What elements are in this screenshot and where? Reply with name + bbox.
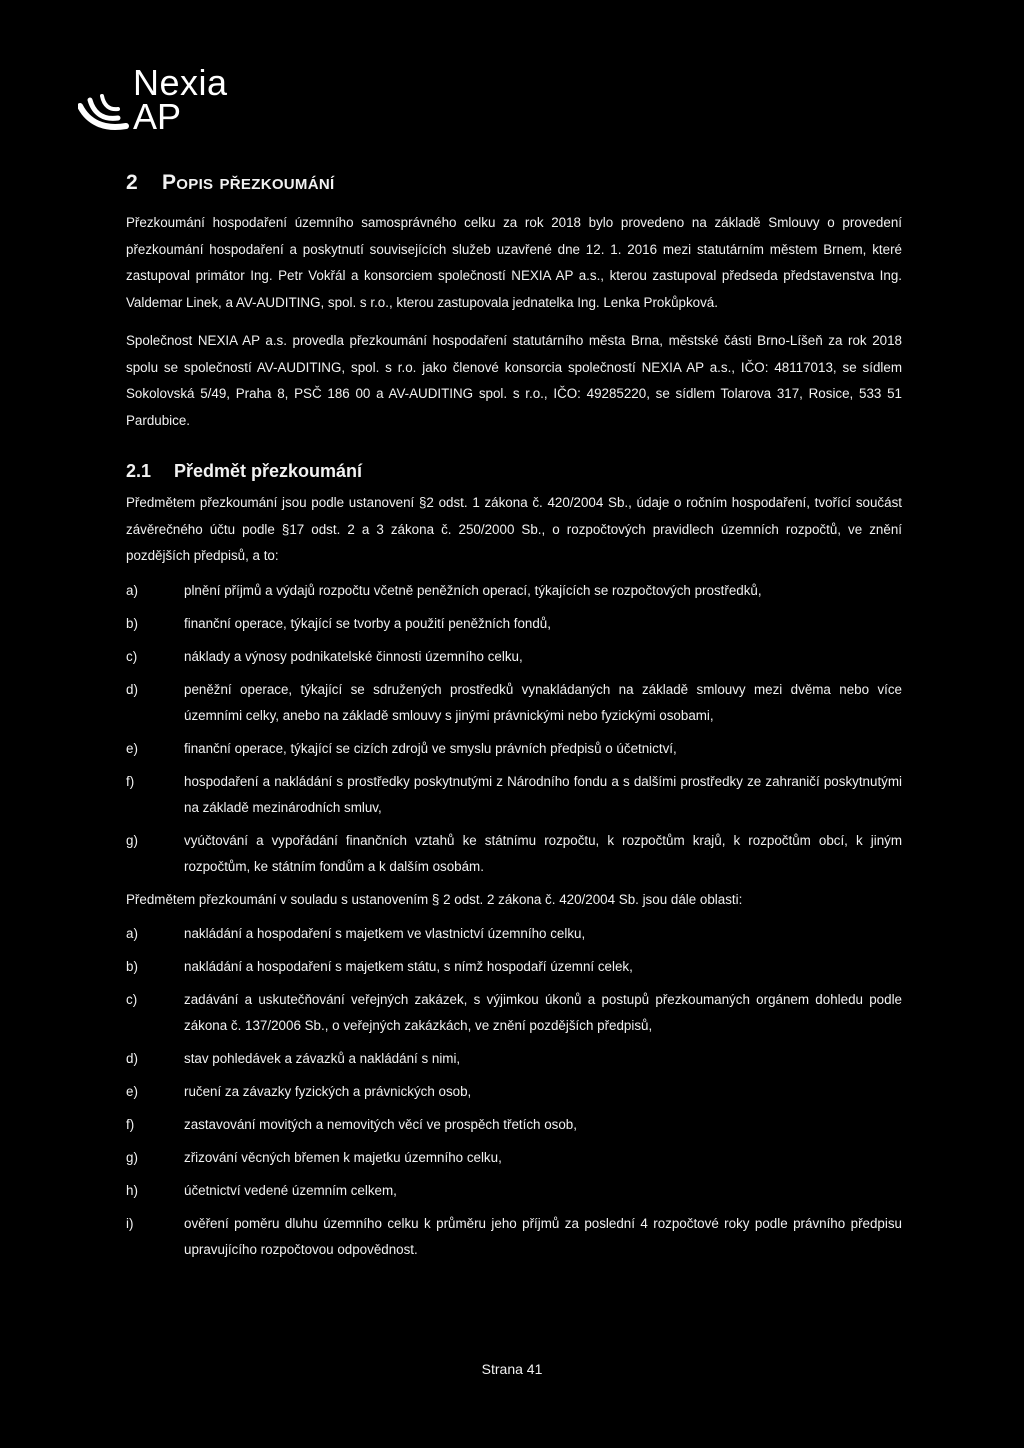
subsection-intro: Předmětem přezkoumání jsou podle ustanovení §2 odst. 1 zákona č. 420/2004 Sb., údaje o ročním hospodaření, tvořící součást závěrečného účtu podle §17 odst. 2 a 3 zákona č. 250/2000 Sb., o rozpočtových pravidlech územních rozpočtů, ve znění pozdějších předpisů, a to: [126, 495, 902, 563]
list-item: d) stav pohledávek a závazků a nakládání s nimi, [126, 1051, 461, 1066]
logo-word-ap: AP [133, 96, 182, 137]
list-item: i) ověření poměru dluhu územního celku k průměru jeho příjmů za poslední 4 rozpočtové roky podle právního předpisu upravujícího rozpočtovou odpovědnost. [126, 1216, 902, 1257]
list-item: g) vyúčtování a vypořádání finančních vztahů ke státnímu rozpočtu, k rozpočtům krajů, k rozpočtům obcí, k jiným rozpočtům, ke státním fondům a k dalším osobám. [126, 832, 902, 874]
section-number: 2 [126, 171, 138, 194]
nexia-logo-icon [78, 92, 130, 134]
section-heading [126, 168, 902, 198]
subsection-heading [126, 456, 902, 486]
list-item: a) nakládání a hospodaření s majetkem ve vlastnictví územního celku, [126, 926, 586, 941]
subsection-number: 2.1 [126, 461, 152, 481]
list-item: b) finanční operace, týkající se tvorby a použití peněžních fondů, [126, 615, 551, 631]
list-item: c) zadávání a uskutečňování veřejných zakázek, s výjimkou úkonů a postupů přezkoumaných orgánem dohledu podle zákona č. 137/2006 Sb., o veřejných zakázkách, ve znění pozdějších předpisů, [126, 992, 902, 1033]
scope-list-2 [126, 921, 902, 1263]
list-item: c) náklady a výnosy podnikatelské činnosti územního celku, [126, 648, 523, 664]
company-logo [78, 64, 238, 144]
list-item: e) ručení za závazky fyzických a právnických osob, [126, 1084, 472, 1099]
page-number: Strana 41 [481, 1361, 543, 1377]
list-item: e) finanční operace, týkající se cizích zdrojů ve smyslu právních předpisů o účetnictví, [126, 740, 677, 756]
paragraph-contract: Přezkoumání hospodaření územního samosprávného celku za rok 2018 bylo provedeno na základě Smlouvy o provedení přezkoumání hospodaření a poskytnutí souvisejících služeb uzavřené dne 12. 1. 2016 mezi statutárním městem Brnem, které zastupoval primátor Ing. Petr Vokřál a konsorciem společností NEXIA AP a.s., kterou zastupoval předseda představenstva Ing. Valdemar Linek, a AV-AUDITING, spol. s r.o., kterou zastupovala jednatelka Ing. Lenka Prokůpková. [126, 215, 902, 310]
subsection-intro-2: Předmětem přezkoumání v souladu s ustanovením § 2 odst. 2 zákona č. 420/2004 Sb. jsou dále oblasti: [126, 891, 743, 907]
list-item: d) peněžní operace, týkající se sdružených prostředků vynakládaných na základě smlouvy mezi dvěma nebo více územními celky, anebo na základě smlouvy s jinými právnickými nebo fyzickými osobami, [126, 681, 902, 723]
list-item: f) hospodaření a nakládání s prostředky poskytnutými z Národního fondu a s dalšími prostředky ze zahraničí poskytnutými na základě mezinárodních smluv, [126, 773, 902, 815]
list-item: b) nakládání a hospodaření s majetkem státu, s nímž hospodaří územní celek, [126, 959, 633, 974]
list-item: h) účetnictví vedené územním celkem, [126, 1183, 397, 1198]
paragraph-company: Společnost NEXIA AP a.s. provedla přezkoumání hospodaření statutárního města Brna, městské části Brno-Líšeň za rok 2018 spolu se společností AV-AUDITING, spol. s r.o. jako členové konsorcia společností NEXIA AP a.s., IČO: 48117013, se sídlem Sokolovská 5/49, Praha 8, PSČ 186 00 a AV-AUDITING spol. s r.o., IČO: 49285220, se sídlem Tolarova 317, Rosice, 533 51 Pardubice. [126, 333, 902, 428]
section-title: Popis přezkoumání [162, 171, 335, 194]
list-item: a) plnění příjmů a výdajů rozpočtu včetně peněžních operací, týkajících se rozpočtových prostředků, [126, 582, 762, 598]
document-body [126, 168, 902, 1270]
list-item: f) zastavování movitých a nemovitých věcí ve prospěch třetích osob, [126, 1117, 577, 1132]
list-item: g) zřizování věcných břemen k majetku územního celku, [126, 1150, 502, 1165]
scope-list-1 [126, 578, 902, 880]
logo-word-nexia: Nexia [133, 62, 228, 103]
subsection-title: Předmět přezkoumání [174, 461, 363, 481]
